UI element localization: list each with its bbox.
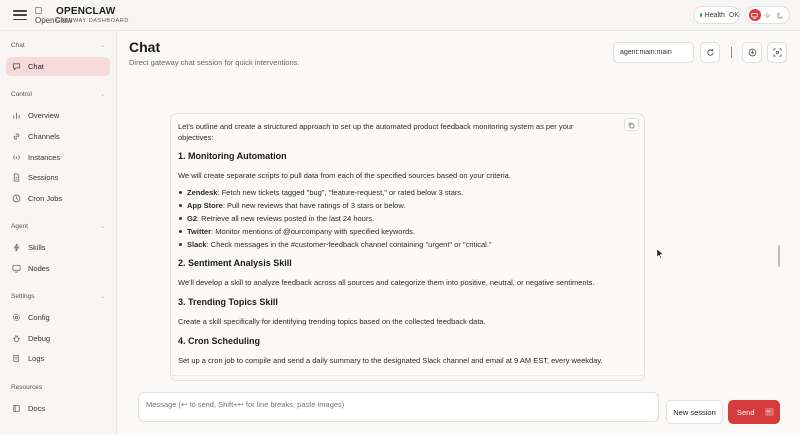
list-item: G2: Retrieve all new reviews posted in the last 24 hours. (178, 212, 637, 225)
refresh-icon (706, 44, 715, 62)
top-bar (0, 0, 800, 31)
sidebar-item-label: Overview (28, 111, 60, 120)
clock-icon (12, 194, 21, 203)
sidebar-item-label: Docs (28, 404, 46, 413)
send-label: Send (737, 407, 755, 417)
message-heading-1: 1. Monitoring Automation (178, 151, 287, 161)
sun-icon[interactable] (762, 9, 774, 21)
book-icon (12, 404, 21, 413)
sidebar-item-chat[interactable] (6, 57, 110, 76)
sidebar-section-agent[interactable]: Agent ⌄ (11, 223, 105, 230)
bug-icon (12, 334, 21, 343)
sources-list (178, 186, 637, 251)
brand (56, 6, 129, 24)
sidebar-item-label: Cron Jobs (28, 194, 63, 203)
brain-icon (748, 44, 757, 62)
message-paragraph-4: Set up a cron job to compile and send a daily summary to the designated Slack channel and email at 9 AM EST, every weekday. (178, 356, 603, 365)
sidebar-item-label: Sessions (28, 173, 59, 182)
sidebar-item-channels[interactable] (6, 127, 110, 146)
sidebar-item-instances[interactable] (6, 148, 110, 167)
scroll-icon (12, 354, 21, 363)
chevron-down-icon: ⌄ (99, 92, 105, 98)
sidebar (0, 31, 117, 435)
send-button[interactable] (728, 400, 780, 424)
message-divider (171, 375, 644, 380)
sidebar-item-debug[interactable] (6, 329, 110, 348)
chevron-down-icon: ⌄ (99, 224, 105, 230)
link-icon (12, 132, 21, 141)
sidebar-item-nodes[interactable] (6, 259, 110, 278)
sidebar-item-docs[interactable] (6, 399, 110, 418)
sidebar-item-logs[interactable] (6, 349, 110, 368)
message-heading-3: 3. Trending Topics Skill (178, 297, 278, 307)
enter-key-icon: ↵ (765, 408, 774, 416)
monitor-icon[interactable] (749, 9, 761, 21)
copy-icon (628, 116, 635, 134)
health-badge (693, 6, 740, 24)
main-panel (117, 31, 800, 435)
sidebar-item-label: Instances (28, 153, 61, 162)
monitor-icon (12, 264, 21, 273)
sidebar-item-cron-jobs[interactable] (6, 189, 110, 208)
focus-mode-button[interactable] (767, 42, 787, 63)
session-key-input[interactable] (613, 42, 694, 63)
bar-chart-icon (12, 111, 21, 120)
message-intro: Let's outline and create a structured approach to set up the automated product feedback monitoring system as per your objectives: (178, 122, 574, 142)
chevron-down-icon: ⌄ (99, 43, 105, 49)
chevron-down-icon: ⌄ (99, 294, 105, 300)
sidebar-item-label: Config (28, 313, 50, 322)
sidebar-item-label: Chat (28, 62, 44, 71)
copy-button[interactable] (624, 118, 639, 131)
sidebar-item-config[interactable] (6, 308, 110, 327)
sidebar-item-sessions[interactable] (6, 168, 110, 187)
sidebar-item-label: Logs (28, 354, 45, 363)
page-title: Chat (129, 39, 161, 55)
sidebar-item-label: Skills (28, 243, 46, 252)
list-item: Zendesk: Fetch new tickets tagged "bug", "feature-request," or rated below 3 stars. (178, 186, 637, 199)
gear-icon (12, 313, 21, 322)
message-paragraph-3: Create a skill specifically for identifying trending topics based on the collected feedback data. (178, 317, 486, 326)
message-heading-2: 2. Sentiment Analysis Skill (178, 258, 292, 268)
logo-alt-text: OpenClaw (35, 16, 73, 25)
sidebar-item-overview[interactable] (6, 106, 110, 125)
message-paragraph-1: We will create separate scripts to pull data from each of the specified sources based on your criteria. (178, 171, 511, 180)
scrollbar-thumb[interactable] (778, 245, 780, 267)
chat-bubble-icon (12, 62, 21, 71)
page-subtitle: Direct gateway chat session for quick interventions. (129, 58, 300, 67)
menu-icon[interactable] (12, 8, 28, 22)
message-paragraph-2: We'll develop a skill to analyze feedback across all sources and categorize them into positive, neutral, or negative sentiments. (178, 278, 595, 287)
sidebar-item-label: Debug (28, 334, 51, 343)
message-heading-4: 4. Cron Scheduling (178, 336, 261, 346)
brand-subtitle: GATEWAY DASHBOARD (56, 18, 129, 24)
health-status: OK (728, 11, 739, 19)
assistant-message (170, 113, 645, 381)
focus-icon (773, 44, 782, 62)
sidebar-section-resources: Resources (11, 384, 43, 391)
list-item: Twitter: Monitor mentions of @ourcompany with specified keywords. (178, 225, 637, 238)
new-session-button[interactable]: New session (666, 400, 723, 424)
sidebar-item-label: Channels (28, 132, 60, 141)
sidebar-section-chat[interactable]: Chat ⌄ (11, 42, 105, 49)
health-dot-icon (700, 13, 702, 17)
sidebar-item-skills[interactable] (6, 238, 110, 257)
toolbar-divider (731, 47, 732, 58)
refresh-button[interactable] (700, 42, 720, 63)
file-icon (12, 173, 21, 182)
sidebar-item-label: Nodes (28, 264, 50, 273)
radio-icon (12, 153, 21, 162)
moon-icon[interactable] (775, 9, 787, 21)
list-item: Slack: Check messages in the #customer-feedback channel containing "urgent" or "critical." (178, 238, 637, 251)
mouse-cursor-icon (657, 249, 663, 262)
list-item: App Store: Pull new reviews that have ratings of 3 stars or below. (178, 199, 637, 212)
bolt-icon (12, 243, 21, 252)
health-label: Health (704, 11, 725, 19)
theme-toggle (745, 6, 790, 24)
sidebar-section-control[interactable]: Control ⌄ (11, 91, 105, 98)
brand-title: OPENCLAW (56, 6, 116, 17)
thinking-toggle-button[interactable] (742, 42, 762, 63)
sidebar-section-settings[interactable]: Settings ⌄ (11, 293, 105, 300)
message-input[interactable] (138, 392, 659, 422)
